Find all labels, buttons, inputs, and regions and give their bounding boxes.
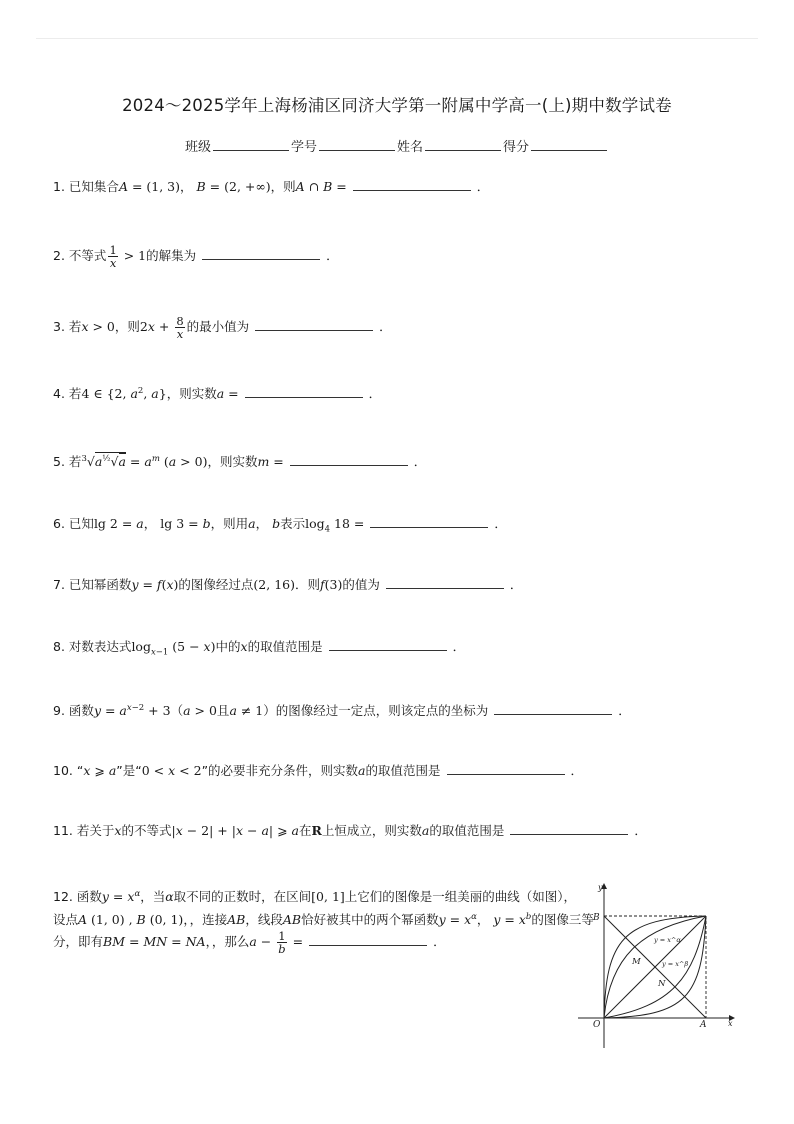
question-10: 10. “x ⩾ a”是“0 < x < 2”的必要非充分条件，则实数a的取值范围是 ．	[53, 763, 584, 778]
answer-blank-7[interactable]	[386, 575, 504, 589]
question-7: 7. 已知幂函数y = f(x)的图像经过点(2, 16)．则f(3)的值为 ．	[53, 577, 523, 592]
answer-blank-9[interactable]	[494, 701, 612, 715]
curve-top-label: y = x^α	[654, 936, 681, 944]
answer-blank-6[interactable]	[370, 514, 488, 528]
class-label: 班级	[184, 140, 211, 155]
question-3: 3. 若x > 0，则2x + $\frac{8}{x}$ 的最小值为 ．	[53, 314, 392, 341]
answer-blank-1[interactable]	[353, 177, 471, 191]
question-4: 4. 若4 ∈ {2, $a^2$, a}，则实数a = ．	[53, 386, 382, 402]
point-a-label: A	[700, 1020, 707, 1030]
question-1: 1. 已知集合A = (1, 3)， B = (2, +∞)，则A ∩ B = ．	[53, 179, 490, 194]
name-label: 姓名	[397, 140, 424, 155]
name-field[interactable]	[425, 138, 501, 151]
id-label: 学号	[290, 140, 317, 155]
answer-blank-11[interactable]	[510, 821, 628, 835]
question-2: 2. 不等式 $\frac{1}{x}$ > 1的解集为 ．	[53, 243, 339, 270]
question-8: 8. 对数表达式$\log_{x-1} (5 - x)$中的x的取值范围是 ．	[53, 639, 466, 658]
top-divider	[36, 38, 758, 39]
answer-blank-2[interactable]	[202, 246, 320, 260]
student-info-row	[0, 136, 794, 155]
page-title: 2024～2025学年上海杨浦区同济大学第一附属中学高一(上)期中数学试卷	[122, 96, 672, 115]
score-field[interactable]	[531, 138, 607, 151]
question-12: 12. 函数$y = x^\alpha$，当α取不同的正数时，在区间[0, 1]上它们的图像是一组美丽的曲线（如图）， 设点A (1, 0) , B (0, 1)，，连接AB，线段AB恰好被其中的两个幂函数$y = x^\alpha$， $y = x^b$的图像三等 分，即有BM = MN = NA，，那么a − $\frac{1}{b}$ = ．	[53, 889, 594, 957]
answer-blank-8[interactable]	[329, 637, 447, 651]
question-11: 11. 若关于x的不等式|x − 2| + |x − a| ⩾ a在R上恒成立，则实数a的取值范围是 ．	[53, 823, 647, 838]
question-6: 6. 已知lg 2 = a， lg 3 = b，则用a， b表示$\log_4 18$ = ．	[53, 516, 507, 535]
answer-blank-10[interactable]	[447, 761, 565, 775]
answer-blank-3[interactable]	[255, 317, 373, 331]
id-field[interactable]	[319, 138, 395, 151]
curve-mid-label: y = x^β	[662, 960, 689, 968]
class-field[interactable]	[213, 138, 289, 151]
question-5: 5. 若$^3√a^{\frac{1}{2}}√a = a^m$ (a > 0)，则实数m = ．	[53, 454, 427, 470]
answer-blank-5[interactable]	[290, 452, 408, 466]
power-function-graph	[578, 880, 742, 1052]
x-axis-label: x	[728, 1019, 733, 1028]
point-m-label: M	[632, 957, 641, 967]
origin-label: O	[593, 1020, 601, 1030]
question-9: 9. 函数$y = a^{x-2} + 3(a > 0$且a ≠ 1）的图像经过一定点，则该定点的坐标为 ．	[53, 703, 631, 719]
point-b-label: B	[593, 913, 600, 923]
point-n-label: N	[658, 979, 666, 989]
y-axis-label: y	[598, 883, 603, 892]
answer-blank-4[interactable]	[245, 384, 363, 398]
answer-blank-12[interactable]	[309, 932, 427, 946]
score-label: 得分	[503, 140, 530, 155]
